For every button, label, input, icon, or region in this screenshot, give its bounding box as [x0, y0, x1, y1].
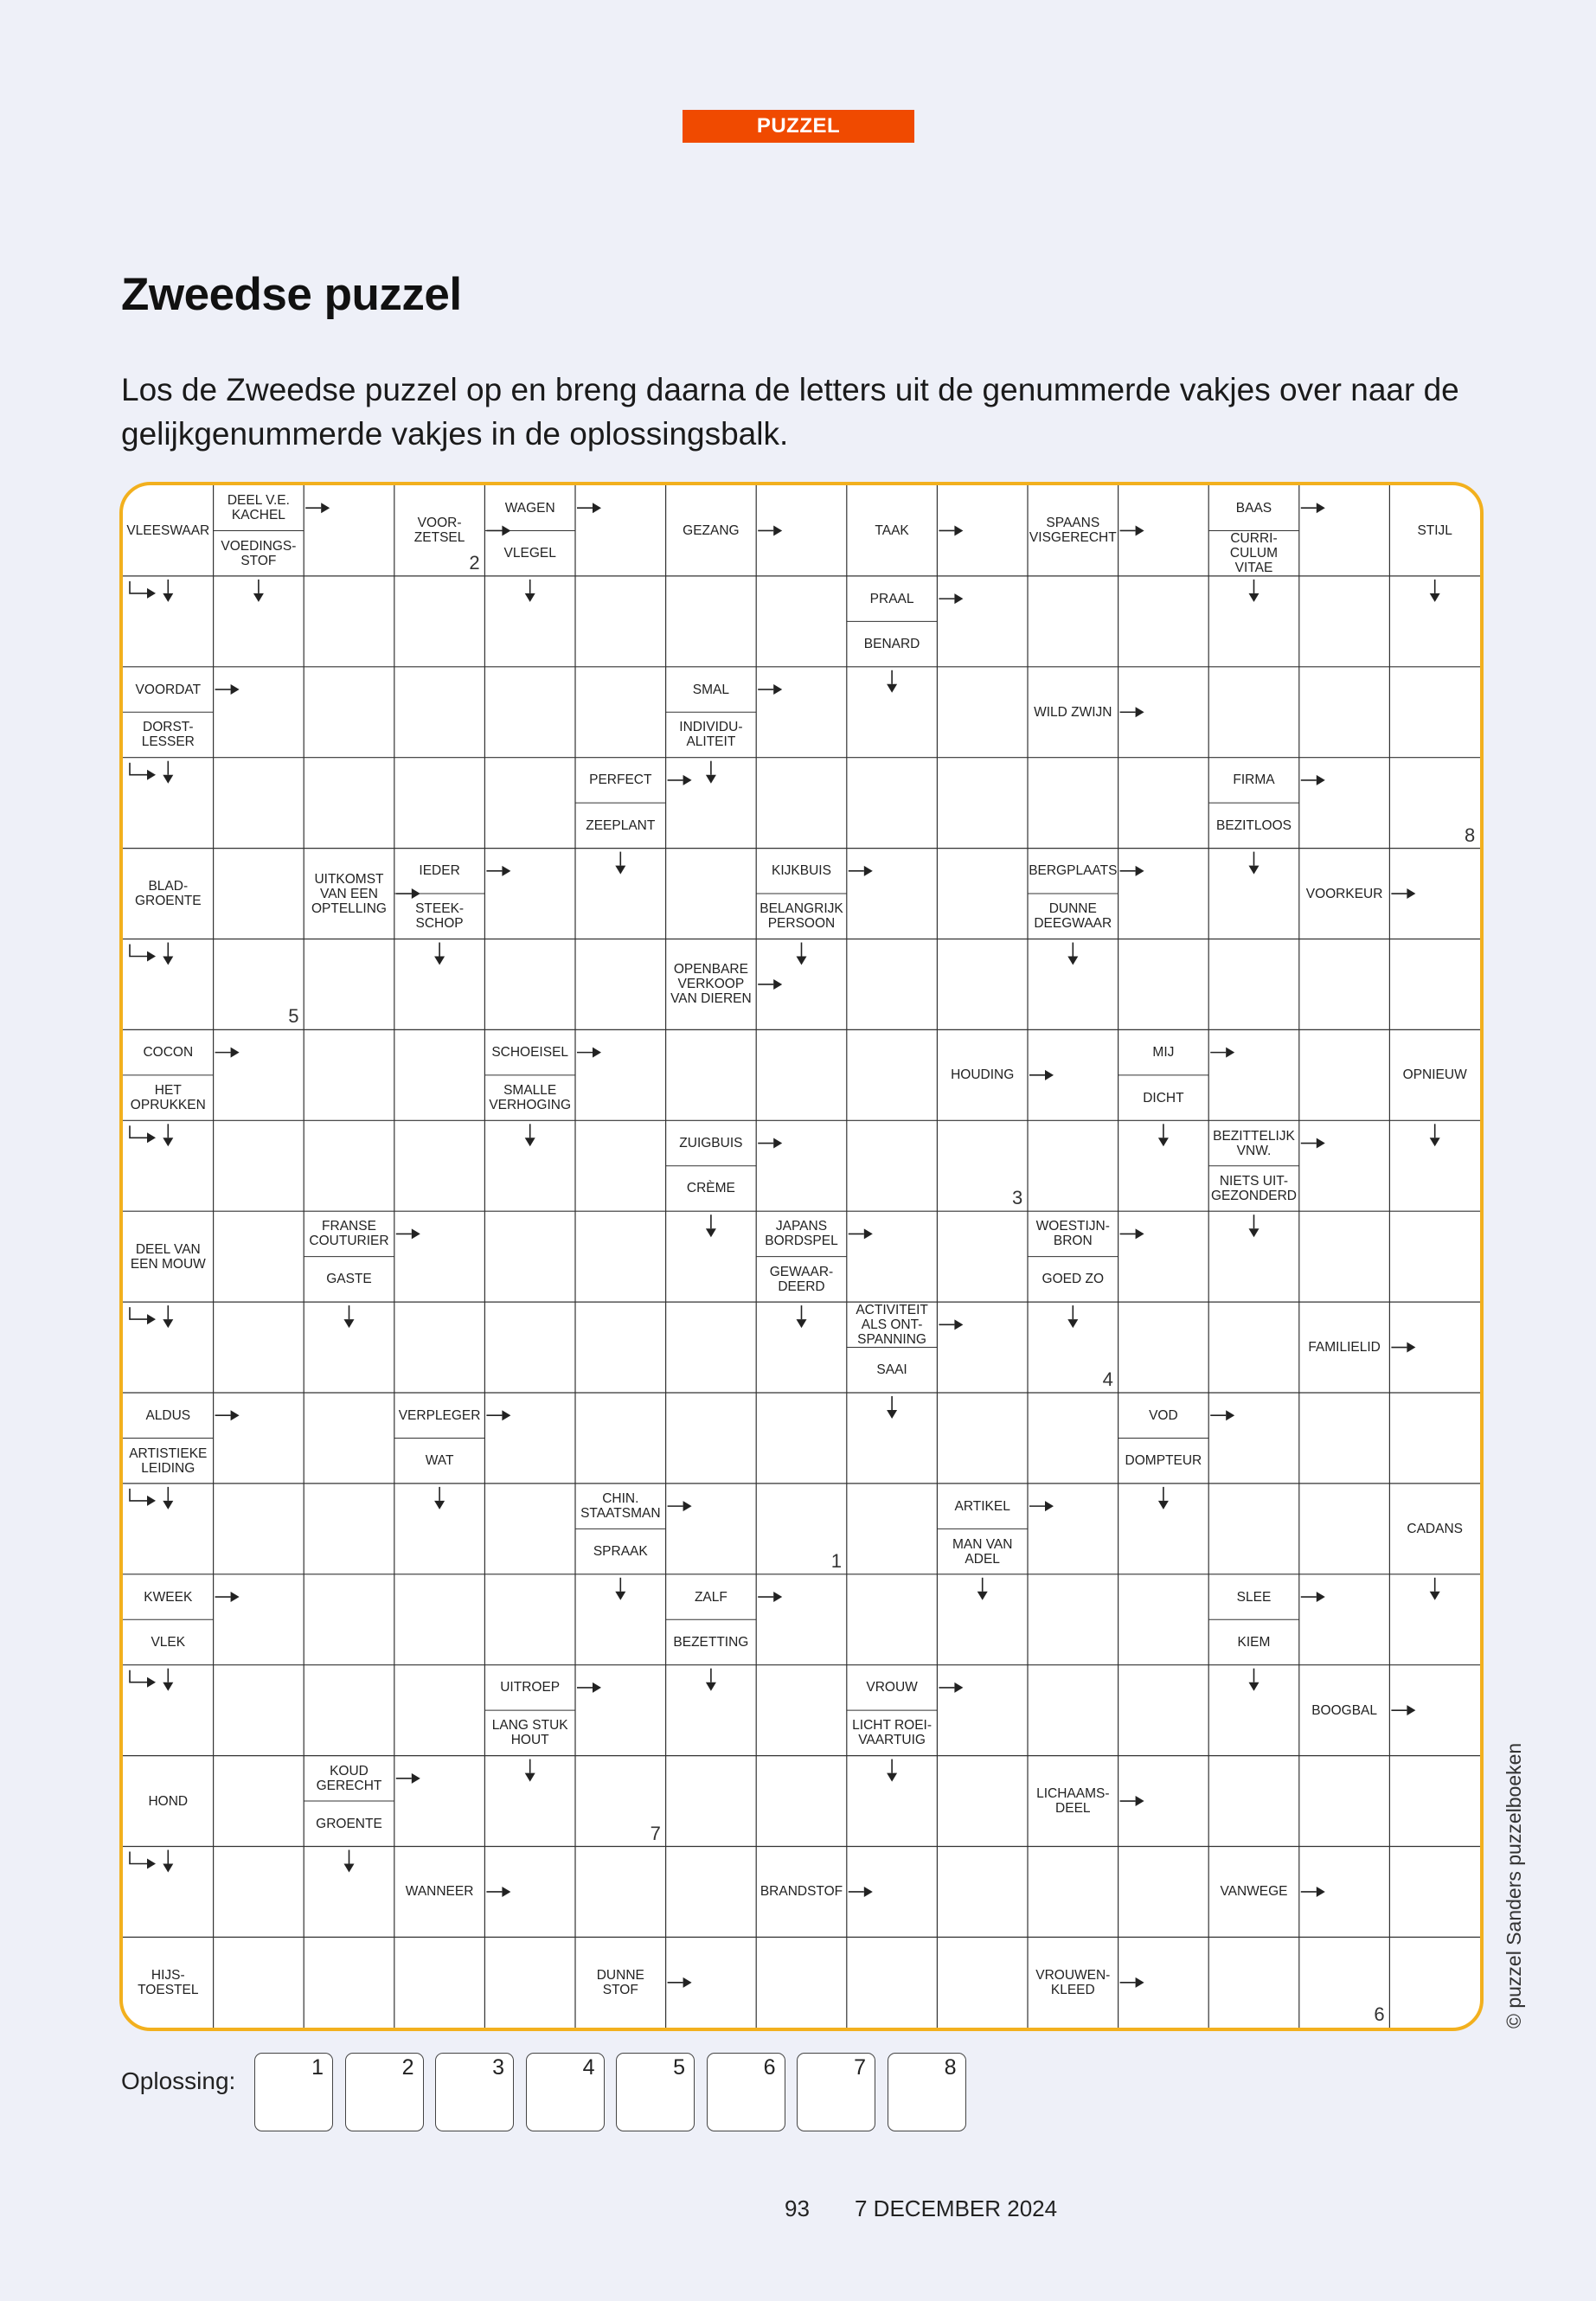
clue-text: BEZITTELIJK VNW. [1213, 1128, 1295, 1158]
solution-box-number: 2 [401, 2055, 414, 2080]
solution-box-number: 3 [492, 2055, 504, 2080]
clue-text: JAPANS BORDSPEL [765, 1219, 838, 1249]
intro-text: Los de Zweedse puzzel op en breng daarna de letters uit de genummerde vakjes over naar de gelijkgenummerde vakjes in de oplossingsbalk. [121, 372, 1459, 452]
clue-text: DUNNE STOF [596, 1967, 644, 1997]
clue-text: STEEK- SCHOP [415, 901, 465, 932]
solution-box-number: 5 [673, 2055, 685, 2080]
solution-box[interactable] [526, 2053, 605, 2131]
solution-box-number: 8 [944, 2055, 957, 2080]
arrow-down-icon [1158, 1487, 1169, 1509]
arrow-down-icon [887, 670, 897, 693]
clue-text: CURRI- CULUM VITAE [1229, 531, 1279, 576]
arrow-right-icon [1120, 525, 1144, 535]
arrow-down-icon [344, 1850, 355, 1873]
clue-text: ZUIGBUIS [679, 1136, 743, 1151]
puzzle-grid [119, 482, 1484, 2031]
clue-text: IEDER [419, 863, 460, 879]
arrow-down-icon [163, 1487, 173, 1509]
arrow-down-icon [525, 1759, 535, 1782]
arrow-bent-icon [130, 1670, 156, 1688]
arrow-down-icon [706, 1215, 716, 1237]
clue-text: ARTISTIEKE LEIDING [129, 1445, 208, 1476]
clue-text: VROUWEN- KLEED [1035, 1967, 1111, 1997]
arrow-down-icon [1249, 852, 1259, 875]
arrow-down-icon [163, 1305, 173, 1328]
arrow-right-icon [1210, 1048, 1234, 1058]
clue-text: VROUW [866, 1680, 918, 1695]
solution-box-number: 4 [582, 2055, 595, 2080]
arrow-bent-icon [130, 581, 156, 599]
clue-text: WAGEN [504, 500, 555, 516]
clue-text: MIJ [1152, 1045, 1175, 1061]
arrow-right-icon [215, 684, 240, 695]
clue-text: WANNEER [405, 1884, 474, 1900]
clue-text: TAAK [875, 522, 909, 538]
clue-text: CHIN. STAATSMAN [580, 1491, 661, 1522]
clue-text: DUNNE DEEGWAAR [1034, 901, 1112, 932]
arrow-right-icon [1120, 1977, 1144, 1988]
arrow-down-icon [1249, 1215, 1259, 1237]
clue-text: PRAAL [869, 591, 914, 606]
clue-text: KIJKBUIS [772, 863, 831, 879]
cell-number: 5 [288, 1005, 299, 1028]
clue-text: DEEL V.E. KACHEL [227, 493, 290, 523]
clue-text: CADANS [1407, 1521, 1463, 1536]
arrow-right-icon [939, 593, 963, 604]
page-number: 93 [785, 2195, 810, 2221]
clue-text: LICHAAMS- DEEL [1036, 1786, 1110, 1817]
clue-text: MAN VAN ADEL [952, 1536, 1013, 1567]
arrow-down-icon [163, 580, 173, 602]
clue-text: PERFECT [589, 772, 652, 788]
clue-text: HIJS- TOESTEL [138, 1967, 199, 1997]
arrow-right-icon [1120, 1228, 1144, 1239]
arrow-right-icon [1301, 1592, 1325, 1602]
clue-text: NIETS UIT- GEZONDERD [1210, 1173, 1297, 1203]
solution-box[interactable] [254, 2053, 333, 2131]
clue-text: SMALLE VERHOGING [489, 1083, 572, 1113]
clue-text: ARTIKEL [954, 1498, 1010, 1514]
page-title: Zweedse puzzel [121, 269, 462, 320]
clue-text: BENARD [863, 637, 920, 652]
clue-text: BRANDSTOF [760, 1884, 843, 1900]
arrow-right-icon [1391, 1343, 1415, 1353]
arrow-down-icon [797, 1305, 807, 1328]
arrow-down-icon [706, 761, 716, 784]
clue-text: WILD ZWIJN [1034, 704, 1112, 720]
arrow-right-icon [1120, 1796, 1144, 1806]
arrow-down-icon [1067, 1305, 1078, 1328]
arrow-bent-icon [130, 763, 156, 780]
clue-text: ZALF [694, 1589, 727, 1605]
arrow-down-icon [887, 1759, 897, 1782]
arrow-right-icon [577, 1048, 601, 1058]
arrow-right-icon [1301, 1887, 1325, 1897]
arrow-right-icon [215, 1048, 240, 1058]
solution-box-number: 1 [311, 2055, 324, 2080]
clue-text: FRANSE COUTURIER [309, 1219, 389, 1249]
arrow-down-icon [344, 1305, 355, 1328]
clue-text: UITROEP [500, 1680, 561, 1695]
arrow-down-icon [163, 1669, 173, 1691]
clue-text: STIJL [1417, 522, 1452, 538]
arrow-right-icon [758, 684, 782, 695]
clue-text: CRÈME [686, 1181, 735, 1196]
arrow-right-icon [486, 1887, 510, 1897]
clue-text: UITKOMST VAN EEN OPTELLING [311, 871, 387, 916]
clue-text: DICHT [1143, 1090, 1184, 1106]
clue-text: BELANGRIJK PERSOON [760, 901, 843, 932]
cell-number: 3 [1012, 1187, 1023, 1209]
solution-box[interactable] [707, 2053, 785, 2131]
section-tag: PUZZEL [683, 110, 914, 143]
clue-text: VOORDAT [135, 682, 202, 697]
clue-text: VLEESWAAR [126, 522, 210, 538]
clue-text: OPENBARE VERKOOP VAN DIEREN [670, 962, 752, 1007]
clue-text: COCON [143, 1045, 194, 1061]
clue-text: VOORKEUR [1305, 886, 1383, 901]
clue-text: INDIVIDU- ALITEIT [679, 720, 743, 750]
arrow-right-icon [1391, 888, 1415, 899]
cell-number: 1 [830, 1549, 843, 1572]
arrow-right-icon [758, 1592, 782, 1602]
arrow-right-icon [396, 1228, 420, 1239]
arrow-down-icon [1249, 1669, 1259, 1691]
clue-text: GASTE [326, 1272, 372, 1287]
arrow-right-icon [939, 1682, 963, 1693]
issue-date: 7 DECEMBER 2024 [855, 2195, 1058, 2221]
cell-number: 6 [1374, 2003, 1385, 2026]
clue-text: WOESTIJN- BRON [1035, 1219, 1110, 1249]
arrow-right-icon [215, 1592, 240, 1602]
clue-text: DOMPTEUR [1125, 1453, 1202, 1469]
solution-label: Oplossing: [121, 2067, 236, 2094]
clue-text: LANG STUK HOUT [491, 1718, 568, 1748]
clue-text: ZEEPLANT [586, 817, 656, 833]
arrow-right-icon [758, 1138, 782, 1149]
clue-text: LICHT ROEI- VAARTUIG [852, 1718, 933, 1748]
arrow-down-icon [525, 580, 535, 602]
solution-box-number: 7 [854, 2055, 866, 2080]
arrow-right-icon [305, 503, 330, 513]
solution-box[interactable] [435, 2053, 514, 2131]
arrow-right-icon [668, 1501, 692, 1511]
solution-box[interactable] [888, 2053, 966, 2131]
arrow-right-icon [215, 1410, 240, 1420]
clue-text: BAAS [1235, 500, 1272, 516]
arrow-bent-icon [130, 945, 156, 962]
cell-number: 4 [1102, 1368, 1113, 1390]
arrow-right-icon [1210, 1410, 1234, 1420]
arrow-right-icon [1301, 1138, 1325, 1149]
arrow-down-icon [706, 1669, 716, 1691]
arrow-right-icon [849, 866, 873, 876]
clue-text: WAT [425, 1453, 454, 1469]
clue-text: BOOGBAL [1311, 1702, 1377, 1718]
arrow-down-icon [615, 852, 625, 875]
arrow-down-icon [1158, 1124, 1169, 1146]
cell-number: 8 [1465, 824, 1476, 846]
clue-text: SCHOEISEL [491, 1045, 569, 1061]
arrow-down-icon [797, 943, 807, 965]
clue-text: SMAL [692, 682, 729, 697]
arrow-right-icon [939, 525, 963, 535]
clue-text: VLEGEL [503, 546, 556, 561]
arrow-down-icon [434, 1487, 445, 1509]
clue-text: BEZETTING [673, 1634, 749, 1650]
arrow-right-icon [1120, 707, 1144, 717]
arrow-right-icon [577, 503, 601, 513]
arrow-right-icon [1391, 1705, 1415, 1715]
arrow-down-icon [887, 1396, 897, 1419]
arrow-right-icon [849, 1887, 873, 1897]
clue-text: SLEE [1236, 1589, 1272, 1605]
clue-text: BLAD- GROENTE [134, 879, 202, 909]
clue-text: GEWAAR- DEERD [769, 1264, 834, 1294]
arrow-down-icon [977, 1578, 988, 1600]
clue-text: GOED ZO [1042, 1272, 1105, 1287]
clue-text: DORST- LESSER [141, 720, 195, 750]
arrow-down-icon [434, 943, 445, 965]
clue-text: KWEEK [144, 1589, 193, 1605]
clue-text: DEEL VAN EEN MOUW [130, 1241, 206, 1272]
arrow-right-icon [849, 1228, 873, 1239]
arrow-right-icon [486, 866, 510, 876]
clue-text: HOND [148, 1793, 189, 1809]
clue-text: BEZITLOOS [1215, 817, 1292, 833]
arrow-down-icon [1430, 1124, 1440, 1146]
arrow-bent-icon [130, 1852, 156, 1869]
arrow-right-icon [1301, 503, 1325, 513]
arrow-down-icon [1430, 580, 1440, 602]
arrow-down-icon [163, 1124, 173, 1146]
arrow-down-icon [163, 761, 173, 784]
arrow-down-icon [163, 1850, 173, 1873]
clue-text: ACTIVITEIT ALS ONT- SPANNING [856, 1302, 928, 1347]
solution-box-number: 6 [763, 2055, 776, 2080]
arrow-bent-icon [130, 1125, 156, 1143]
cell-number: 2 [469, 551, 480, 574]
clue-text: FAMILIELID [1308, 1340, 1381, 1356]
clue-text: VANWEGE [1220, 1884, 1288, 1900]
clue-text: VOOR- ZETSEL [413, 516, 465, 546]
arrow-bent-icon [130, 1489, 156, 1506]
clue-text: SPAANS VISGERECHT [1029, 516, 1117, 546]
arrow-right-icon [1029, 1070, 1054, 1080]
arrow-down-icon [1430, 1578, 1440, 1600]
arrow-down-icon [1249, 580, 1259, 602]
copyright-notice: © puzzel Sanders puzzelboeken [1503, 1742, 1525, 2029]
clue-text: OPNIEUW [1402, 1067, 1467, 1083]
arrow-right-icon [758, 979, 782, 990]
cell-number: 7 [650, 1822, 661, 1844]
clue-text: KOUD GERECHT [316, 1763, 382, 1793]
clue-text: KIEM [1237, 1634, 1271, 1650]
arrow-down-icon [615, 1578, 625, 1600]
arrow-right-icon [668, 775, 692, 785]
arrow-right-icon [486, 1410, 510, 1420]
clue-text: VOEDINGS- STOF [221, 538, 297, 568]
clue-text: VERPLEGER [398, 1407, 481, 1423]
arrow-right-icon [396, 1773, 420, 1784]
solution-box[interactable] [345, 2053, 424, 2131]
arrow-right-icon [577, 1682, 601, 1693]
arrow-right-icon [1120, 866, 1144, 876]
clue-text: SAAI [876, 1362, 907, 1378]
clue-text: HOUDING [951, 1067, 1015, 1083]
clue-text: VOD [1149, 1407, 1178, 1423]
arrow-down-icon [253, 580, 264, 602]
clue-text: GROENTE [316, 1816, 382, 1831]
solution-box[interactable] [797, 2053, 875, 2131]
clue-text: FIRMA [1233, 772, 1275, 788]
arrow-right-icon [668, 1977, 692, 1988]
clue-text: BERGPLAATS [1029, 863, 1118, 879]
clue-text: VLEK [151, 1634, 186, 1650]
arrow-right-icon [939, 1319, 963, 1330]
arrow-bent-icon [130, 1307, 156, 1324]
clue-text: GEZANG [683, 522, 740, 538]
arrow-right-icon [758, 525, 782, 535]
arrow-right-icon [1029, 1501, 1054, 1511]
clue-text: SPRAAK [593, 1544, 648, 1560]
solution-box[interactable] [616, 2053, 695, 2131]
arrow-right-icon [1301, 775, 1325, 785]
arrow-down-icon [525, 1124, 535, 1146]
clue-text: ALDUS [145, 1407, 191, 1423]
clue-text: HET OPRUKKEN [130, 1083, 206, 1113]
arrow-down-icon [1067, 943, 1078, 965]
arrow-down-icon [163, 943, 173, 965]
